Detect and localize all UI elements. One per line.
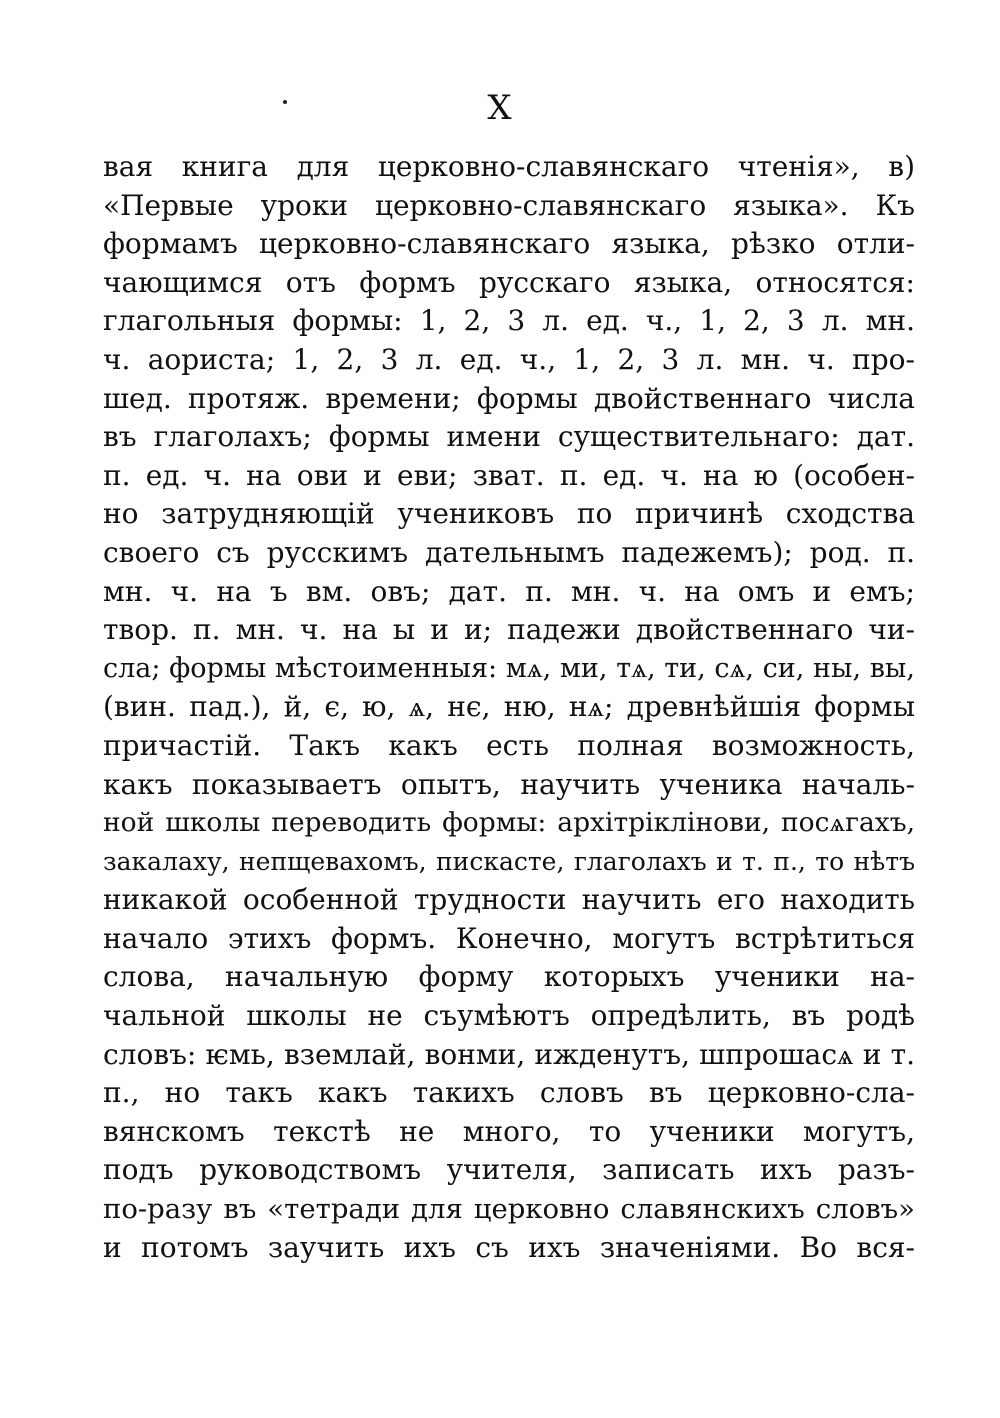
text-line: ч. аориста; 1, 2, 3 л. ед. ч., 1, 2, 3 л. мн. ч. про-: [103, 342, 915, 376]
text-line: причастій. Такъ какъ есть полная возможность,: [103, 728, 915, 762]
text-line: чающимся отъ формъ русскаго языка, относятся:: [103, 265, 915, 299]
text-line: формамъ церковно-славянскаго языка, рѣзко отли-: [103, 227, 915, 261]
text-line: твор. п. мн. ч. на ы и и; падежи двойственнаго чи-: [103, 613, 915, 647]
text-line: ной школы переводить формы: архітріклінови, посѧгахъ,: [103, 807, 915, 839]
text-line: но затрудняющій учениковъ по причинѣ сходства: [103, 497, 915, 531]
text-line: сла; формы мѣстоименныя: мѧ, ми, тѧ, ти, сѧ, си, ны, вы,: [103, 652, 915, 684]
text-line: «Первые уроки церковно-славянскаго языка». Къ: [103, 188, 915, 222]
text-line: подъ руководствомъ учителя, записать ихъ разъ-: [103, 1153, 915, 1187]
text-line: чальной школы не съумѣютъ опредѣлить, въ родѣ: [103, 999, 915, 1033]
text-line: въ глаголахъ; формы имени существительнаго: дат.: [103, 420, 915, 454]
text-line: шед. протяж. времени; формы двойственнаго числа: [103, 381, 915, 415]
text-line: слова, начальную форму которыхъ ученики на-: [103, 960, 915, 994]
text-line: вая книга для церковно-славянскаго чтенія», в): [103, 150, 915, 183]
text-line: п., но такъ какъ такихъ словъ въ церковно-сла-: [103, 1076, 915, 1110]
text-line: закалаху, непщевахомъ, пискасте, глаголахъ и т. п., то нѣтъ: [103, 846, 915, 876]
text-line: (вин. пад.), й, є, ю, ѧ, нє, ню, нѧ; древнѣйшія формы: [103, 690, 915, 724]
text-line: словъ: ѥмь, вземлай, вонми, ижденутъ, шпрошасѧ и т.: [103, 1037, 915, 1071]
body-text: [103, 148, 915, 1267]
page-number: X: [487, 88, 513, 128]
text-line: п. ед. ч. на ови и еви; зват. п. ед. ч. на ю (особен-: [103, 458, 915, 492]
text-line: никакой особенной трудности научить его находить: [103, 883, 915, 917]
text-line: своего съ русскимъ дательнымъ падежемъ); род. п.: [103, 535, 915, 569]
text-line: вянскомъ текстѣ не много, то ученики могутъ,: [103, 1114, 915, 1148]
text-line: какъ показываетъ опытъ, научить ученика началь-: [103, 767, 915, 801]
text-line: мн. ч. на ъ вм. овъ; дат. п. мн. ч. на омъ и емъ;: [103, 574, 915, 608]
text-line: по-разу въ «тетради для церковно славянскихъ словъ»: [103, 1193, 915, 1226]
text-line: и потомъ заучить ихъ съ ихъ значеніями. Во вся-: [103, 1230, 915, 1264]
text-line: начало этихъ формъ. Конечно, могутъ встрѣтиться: [103, 921, 915, 955]
text-line: глагольныя формы: 1, 2, 3 л. ед. ч., 1, 2, 3 л. мн.: [103, 304, 915, 338]
